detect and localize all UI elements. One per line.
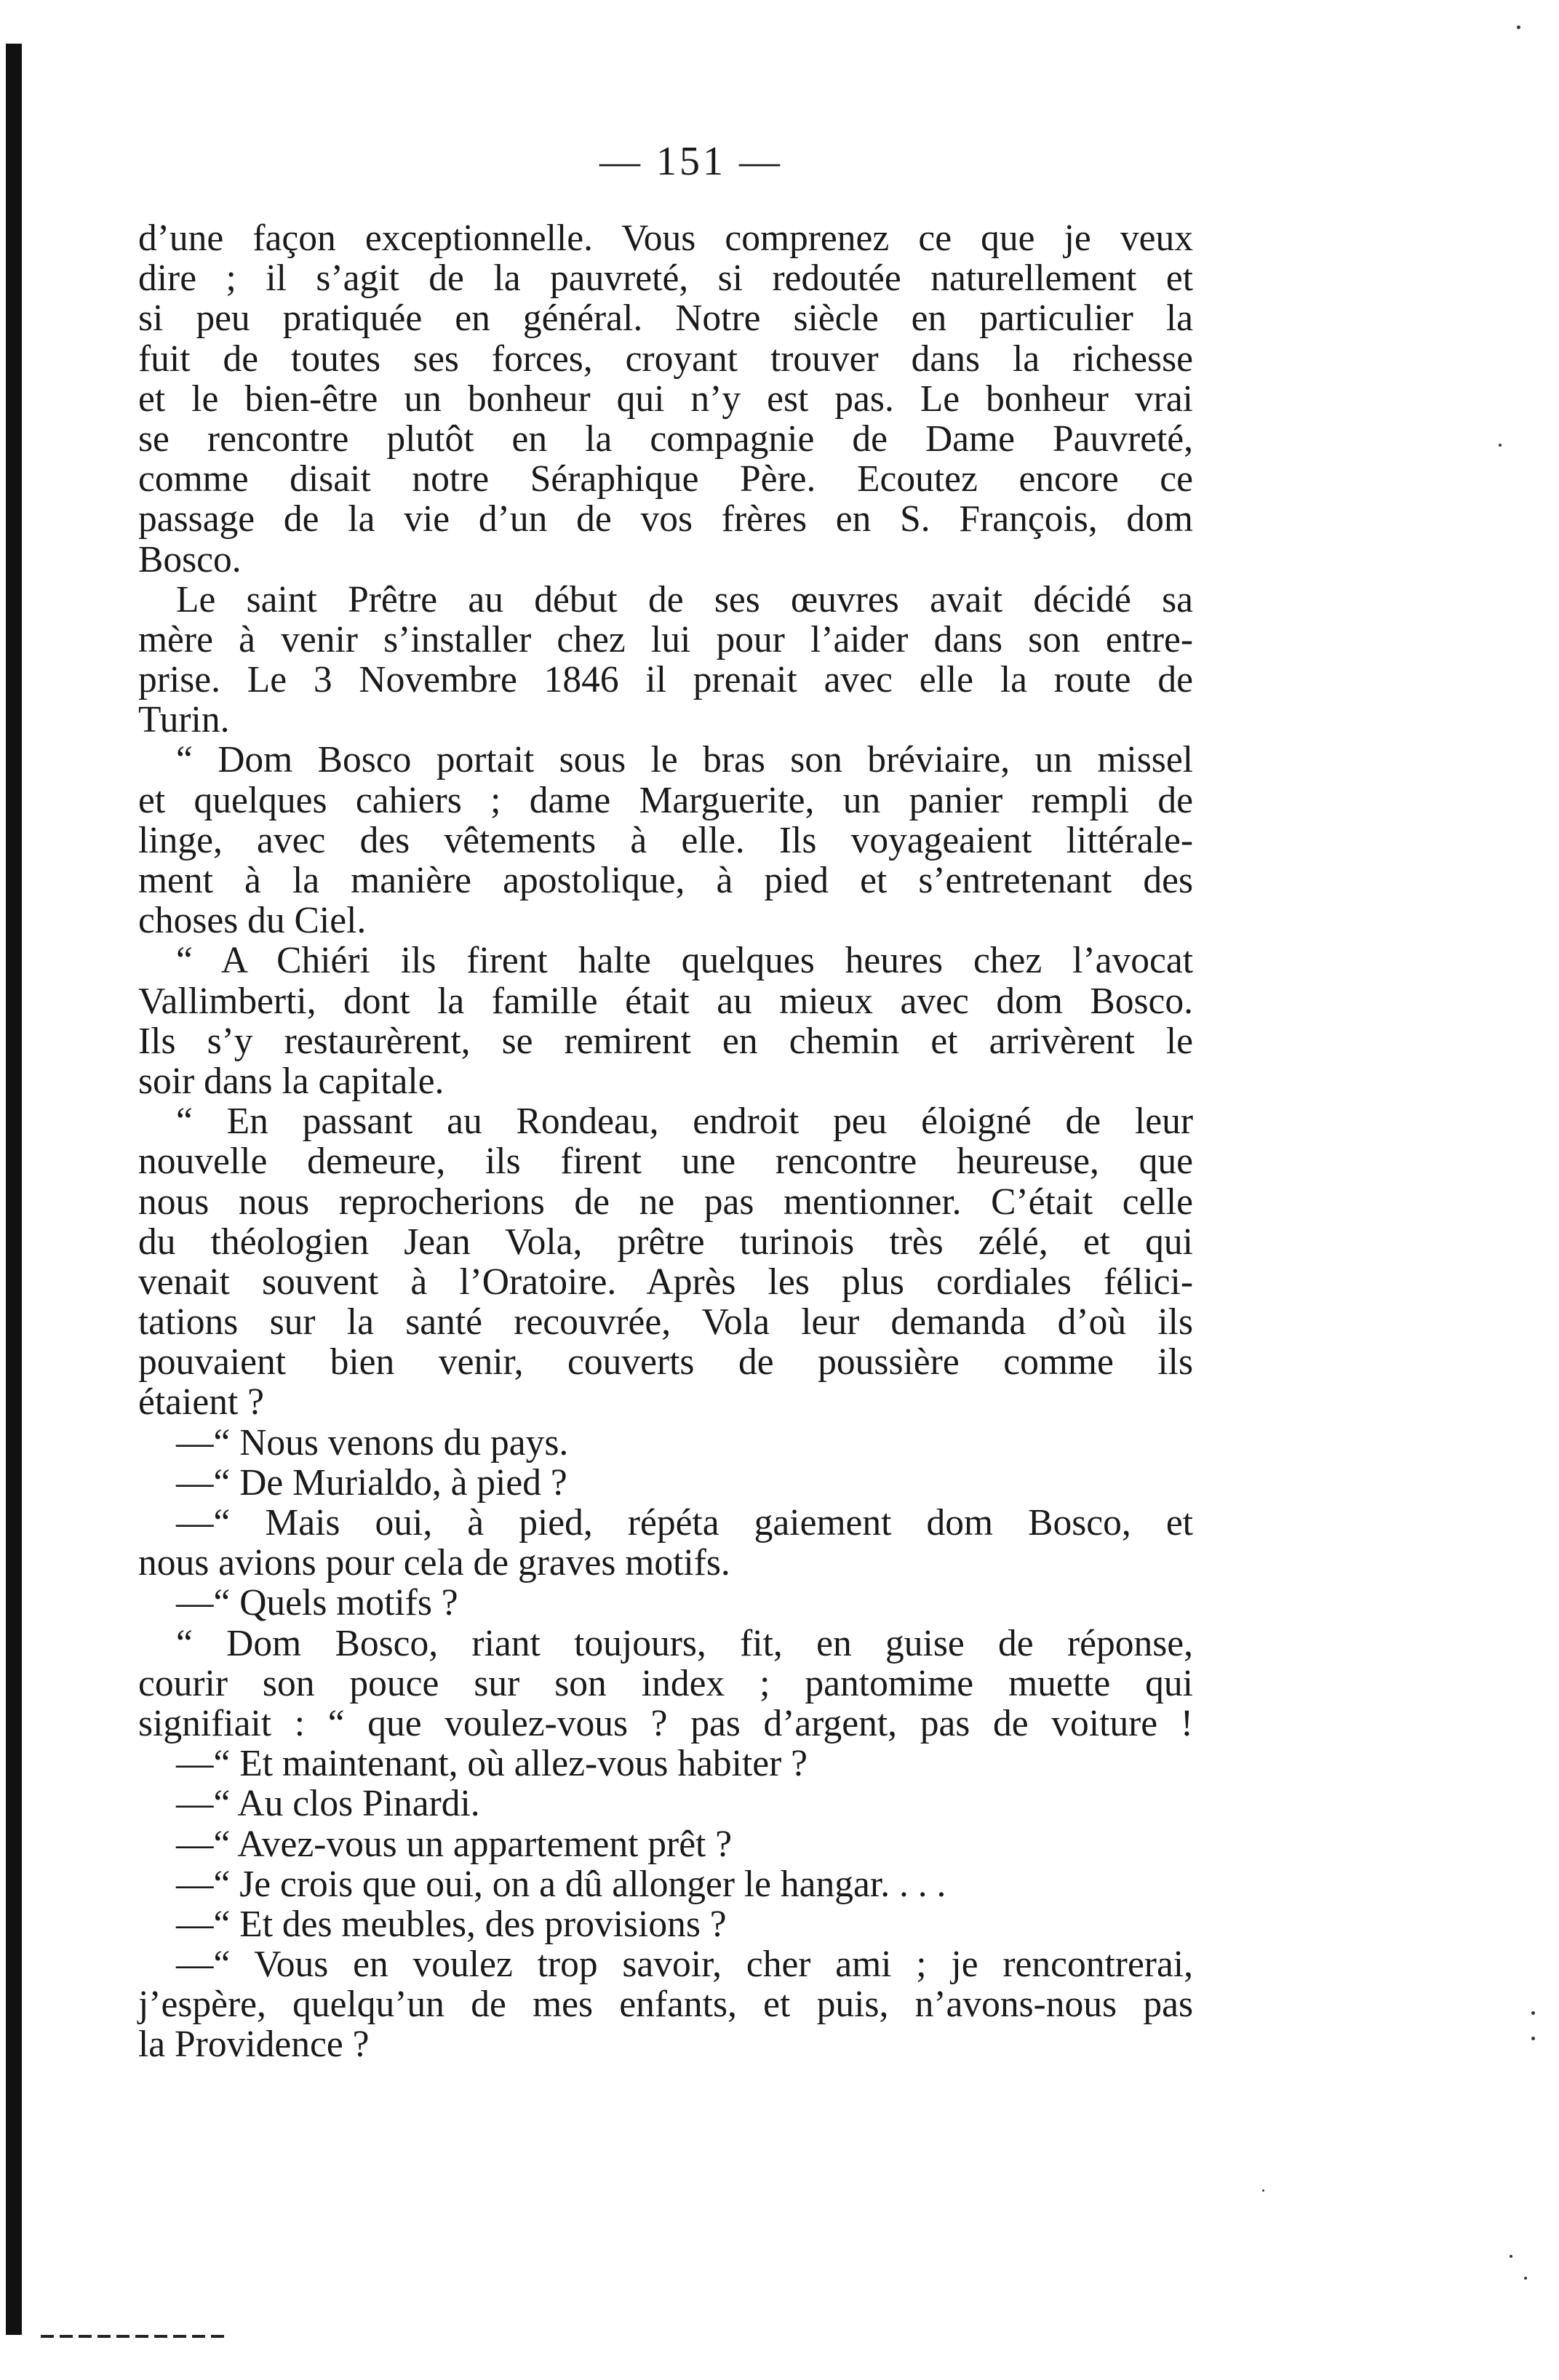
text-line: “ A Chiéri ils firent halte quelques heures chez l’avocat — [176, 940, 1193, 982]
scan-speck — [1262, 2189, 1264, 2192]
body-text — [138, 218, 1193, 2065]
text-line: si peu pratiquée en général. Notre siècle en particulier la — [138, 298, 1193, 340]
text-line: signifiait : “ que voulez-vous ? pas d’argent, pas de voiture ! — [138, 1702, 1193, 1744]
text-line: courir son pouce sur son index ; pantomime muette qui — [138, 1662, 1193, 1704]
text-line: passage de la vie d’un de vos frères en S. François, dom — [138, 498, 1193, 540]
text-line: tations sur la santé recouvrée, Vola leur demanda d’où ils — [138, 1301, 1193, 1343]
scan-speck — [1517, 25, 1520, 29]
scan-speck — [1531, 2011, 1535, 2015]
text-line: linge, avec des vêtements à elle. Ils voyageaient littérale- — [138, 819, 1193, 861]
text-line: prise. Le 3 Novembre 1846 il prenait avec elle la route de — [138, 659, 1193, 701]
page-number: — 151 — — [599, 139, 783, 184]
text-line: “ En passant au Rondeau, endroit peu éloigné de leur — [176, 1101, 1193, 1143]
scan-speck — [1524, 2277, 1527, 2280]
text-line: du théologien Jean Vola, prêtre turinois très zélé, et qui — [138, 1221, 1193, 1263]
text-line: fuit de toutes ses forces, croyant trouver dans la richesse — [138, 338, 1193, 380]
text-line: d’une façon exceptionnelle. Vous comprenez ce que je veux — [138, 217, 1193, 259]
text-line: dire ; il s’agit de la pauvreté, si redoutée naturellement et — [138, 257, 1193, 300]
text-line: nous nous reprocherions de ne pas mentionner. C’était celle — [138, 1181, 1193, 1223]
text-line: Vallimberti, dont la famille était au mieux avec dom Bosco. — [138, 980, 1193, 1022]
text-line: Bosco. — [138, 538, 242, 580]
text-line: choses du Ciel. — [138, 900, 367, 942]
text-line: —“ Quels motifs ? — [176, 1582, 458, 1624]
page-bottom-rule — [41, 2335, 230, 2338]
text-line: mère à venir s’installer chez lui pour l’aider dans son entre- — [138, 618, 1193, 660]
text-line: —“ Avez-vous un appartement prêt ? — [176, 1823, 733, 1865]
text-line: Ils s’y restaurèrent, se remirent en chemin et arrivèrent le — [138, 1020, 1193, 1062]
text-line: soir dans la capitale. — [138, 1060, 444, 1102]
text-line: comme disait notre Séraphique Père. Ecoutez encore ce — [138, 458, 1193, 500]
page-binding-edge — [6, 44, 22, 2335]
text-line: se rencontre plutôt en la compagnie de Dame Pauvreté, — [138, 418, 1193, 460]
text-line: nous avions pour cela de graves motifs. — [138, 1542, 730, 1584]
text-line: et quelques cahiers ; dame Marguerite, un panier rempli de — [138, 779, 1193, 821]
text-line: —“ De Murialdo, à pied ? — [176, 1461, 567, 1504]
text-line: —“ Au clos Pinardi. — [176, 1783, 480, 1825]
text-line: —“ Vous en voulez trop savoir, cher ami ; je rencontrerai, — [176, 1944, 1193, 1986]
text-line: la Providence ? — [138, 2024, 370, 2066]
scan-speck — [1531, 2037, 1535, 2040]
text-line: et le bien-être un bonheur qui n’y est pas. Le bonheur vrai — [138, 378, 1193, 420]
text-line: “ Dom Bosco, riant toujours, fit, en guise de réponse, — [176, 1622, 1193, 1664]
text-line: ment à la manière apostolique, à pied et s’entretenant des — [138, 860, 1193, 901]
text-line: pouvaient bien venir, couverts de poussière comme ils — [138, 1341, 1193, 1383]
scan-speck — [1499, 444, 1502, 447]
text-line: —“ Et maintenant, où allez-vous habiter ? — [176, 1743, 808, 1785]
scan-speck — [1510, 2255, 1512, 2258]
text-line: étaient ? — [138, 1381, 264, 1423]
text-line: —“ Je crois que oui, on a dû allonger le hangar. . . . — [176, 1863, 946, 1905]
text-line: —“ Et des meubles, des provisions ? — [176, 1903, 727, 1945]
text-line: —“ Mais oui, à pied, répéta gaiement dom Bosco, et — [176, 1502, 1193, 1544]
text-line: Le saint Prêtre au début de ses œuvres avait décidé sa — [176, 578, 1193, 620]
text-line: Turin. — [138, 699, 230, 741]
text-line: “ Dom Bosco portait sous le bras son bréviaire, un missel — [176, 739, 1193, 781]
text-line: —“ Nous venons du pays. — [176, 1421, 569, 1463]
text-line: j’espère, quelqu’un de mes enfants, et puis, n’avons-nous pas — [138, 1984, 1193, 2026]
text-line: venait souvent à l’Oratoire. Après les plus cordiales félici- — [138, 1261, 1193, 1303]
text-line: nouvelle demeure, ils firent une rencontre heureuse, que — [138, 1141, 1193, 1183]
